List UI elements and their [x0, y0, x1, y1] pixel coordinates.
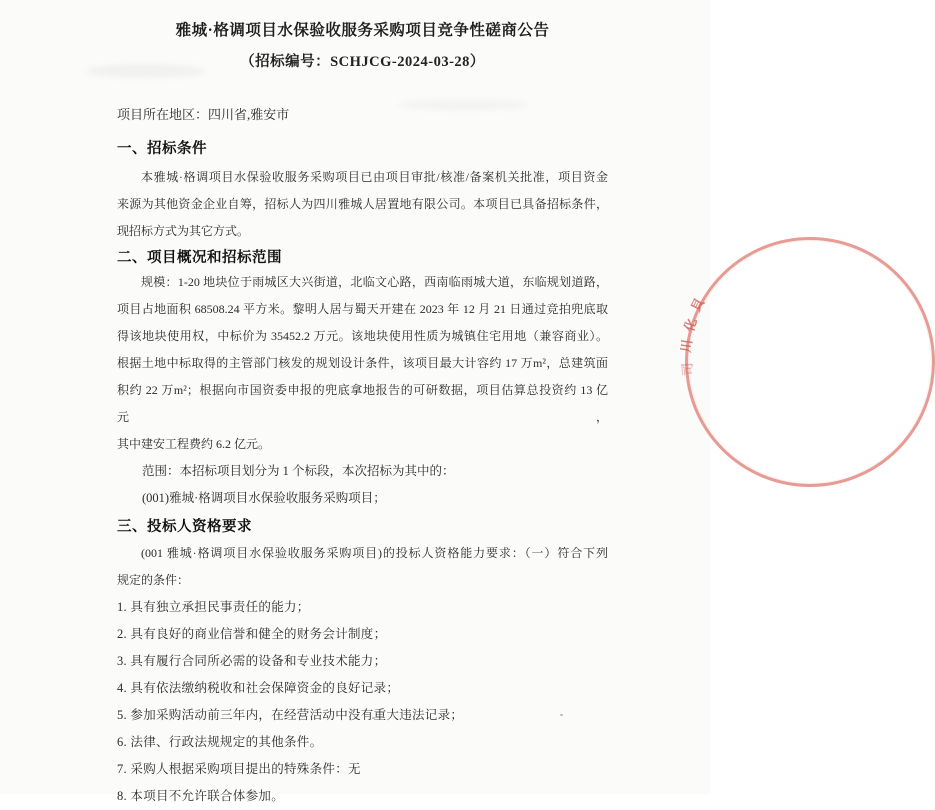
qualification-item: 8. 本项目不允许联合体参加。: [117, 789, 285, 803]
section-heading-1: 一、招标条件: [117, 141, 207, 157]
para-line: 根据土地中标取得的主管部门核发的规划设计条件，该项目最大计容约 17 万m²，总建筑面: [117, 356, 608, 370]
tender-number-line: （招标编号：SCHJCG-2024-03-28）: [240, 54, 485, 70]
qualification-item: 3. 具有履行合同所必需的设备和专业技术能力；: [117, 654, 387, 668]
section-heading-2: 二、项目概况和招标范围: [117, 250, 282, 266]
para-line: 其中建安工程费约 6.2 亿元。: [117, 437, 271, 451]
para-line: 现招标方式为其它方式。: [117, 224, 250, 238]
seal-arc-character: 貝: [687, 295, 708, 315]
para-line: 来源为其他资金企业自筹，招标人为四川雅城人居置地有限公司。本项目已具备招标条件，: [117, 197, 608, 211]
para-line: 本雅城·格调项目水保验收服务采购项目已由项目审批/核准/备案机关批准，项目资金: [141, 170, 608, 184]
section-heading-3: 三、投标人资格要求: [117, 519, 252, 535]
range-line: 范围：本招标项目划分为 1 个标段，本次招标为其中的：: [142, 464, 455, 478]
qualification-item: 7. 采购人根据采购项目提出的特殊条件：无: [117, 762, 361, 776]
section1-paragraph: [117, 164, 608, 245]
qualification-item: 4. 具有依法缴纳税收和社会保障资金的良好记录；: [117, 681, 400, 695]
scan-dot: [560, 714, 563, 716]
scan-smudge: [86, 64, 206, 78]
qualification-item: 2. 具有良好的商业信誉和健全的财务会计制度；: [117, 627, 387, 641]
para-line: 得该地块使用权，中标价为 35452.2 万元。该地块使用性质为城镇住宅用地（兼容商业）。: [117, 329, 608, 343]
qualification-item: 1. 具有独立承担民事责任的能力；: [117, 600, 310, 614]
scan-dot: [372, 717, 375, 719]
qualification-item: 6. 法律、行政法规规定的其他条件。: [117, 735, 323, 749]
lot-line: (001)雅城·格调项目水保验收服务采购项目；: [142, 491, 386, 505]
section2-scale-paragraph: [117, 269, 608, 458]
seal-arc-character: 川: [678, 338, 695, 354]
para-line: 规定的条件：: [117, 573, 190, 587]
section3-intro-paragraph: [117, 540, 608, 594]
qualification-items: [117, 594, 608, 810]
para-line: 规模：1-20 地块位于雨城区大兴街道，北临文心路，西南临雨城大道，东临规划道路，: [141, 275, 608, 289]
seal-arc-character: 化: [681, 316, 700, 334]
red-seal-circle: [685, 237, 935, 487]
para-line: 项目占地面积 68508.24 平方米。黎明人居与蜀天开建在 2023 年 12 月 21 日通过竞拍兜底取: [117, 302, 608, 316]
scan-smudge: [398, 100, 528, 110]
project-location-line: 项目所在地区：四川省,雅安市: [117, 107, 290, 122]
seal-arc-character: 司: [679, 362, 696, 377]
qualification-item: 5. 参加采购活动前三年内，在经营活动中没有重大违法记录；: [117, 708, 464, 722]
document-title: 雅城·格调项目水保验收服务采购项目竞争性磋商公告: [175, 22, 550, 39]
para-line: 积约 22 万m²；根据向市国资委申报的兜底拿地报告的可研数据，项目估算总投资约 13 亿元，: [117, 383, 608, 424]
para-line: (001 雅城·格调项目水保验收服务采购项目)的投标人资格能力要求：（一）符合下列: [141, 546, 608, 560]
